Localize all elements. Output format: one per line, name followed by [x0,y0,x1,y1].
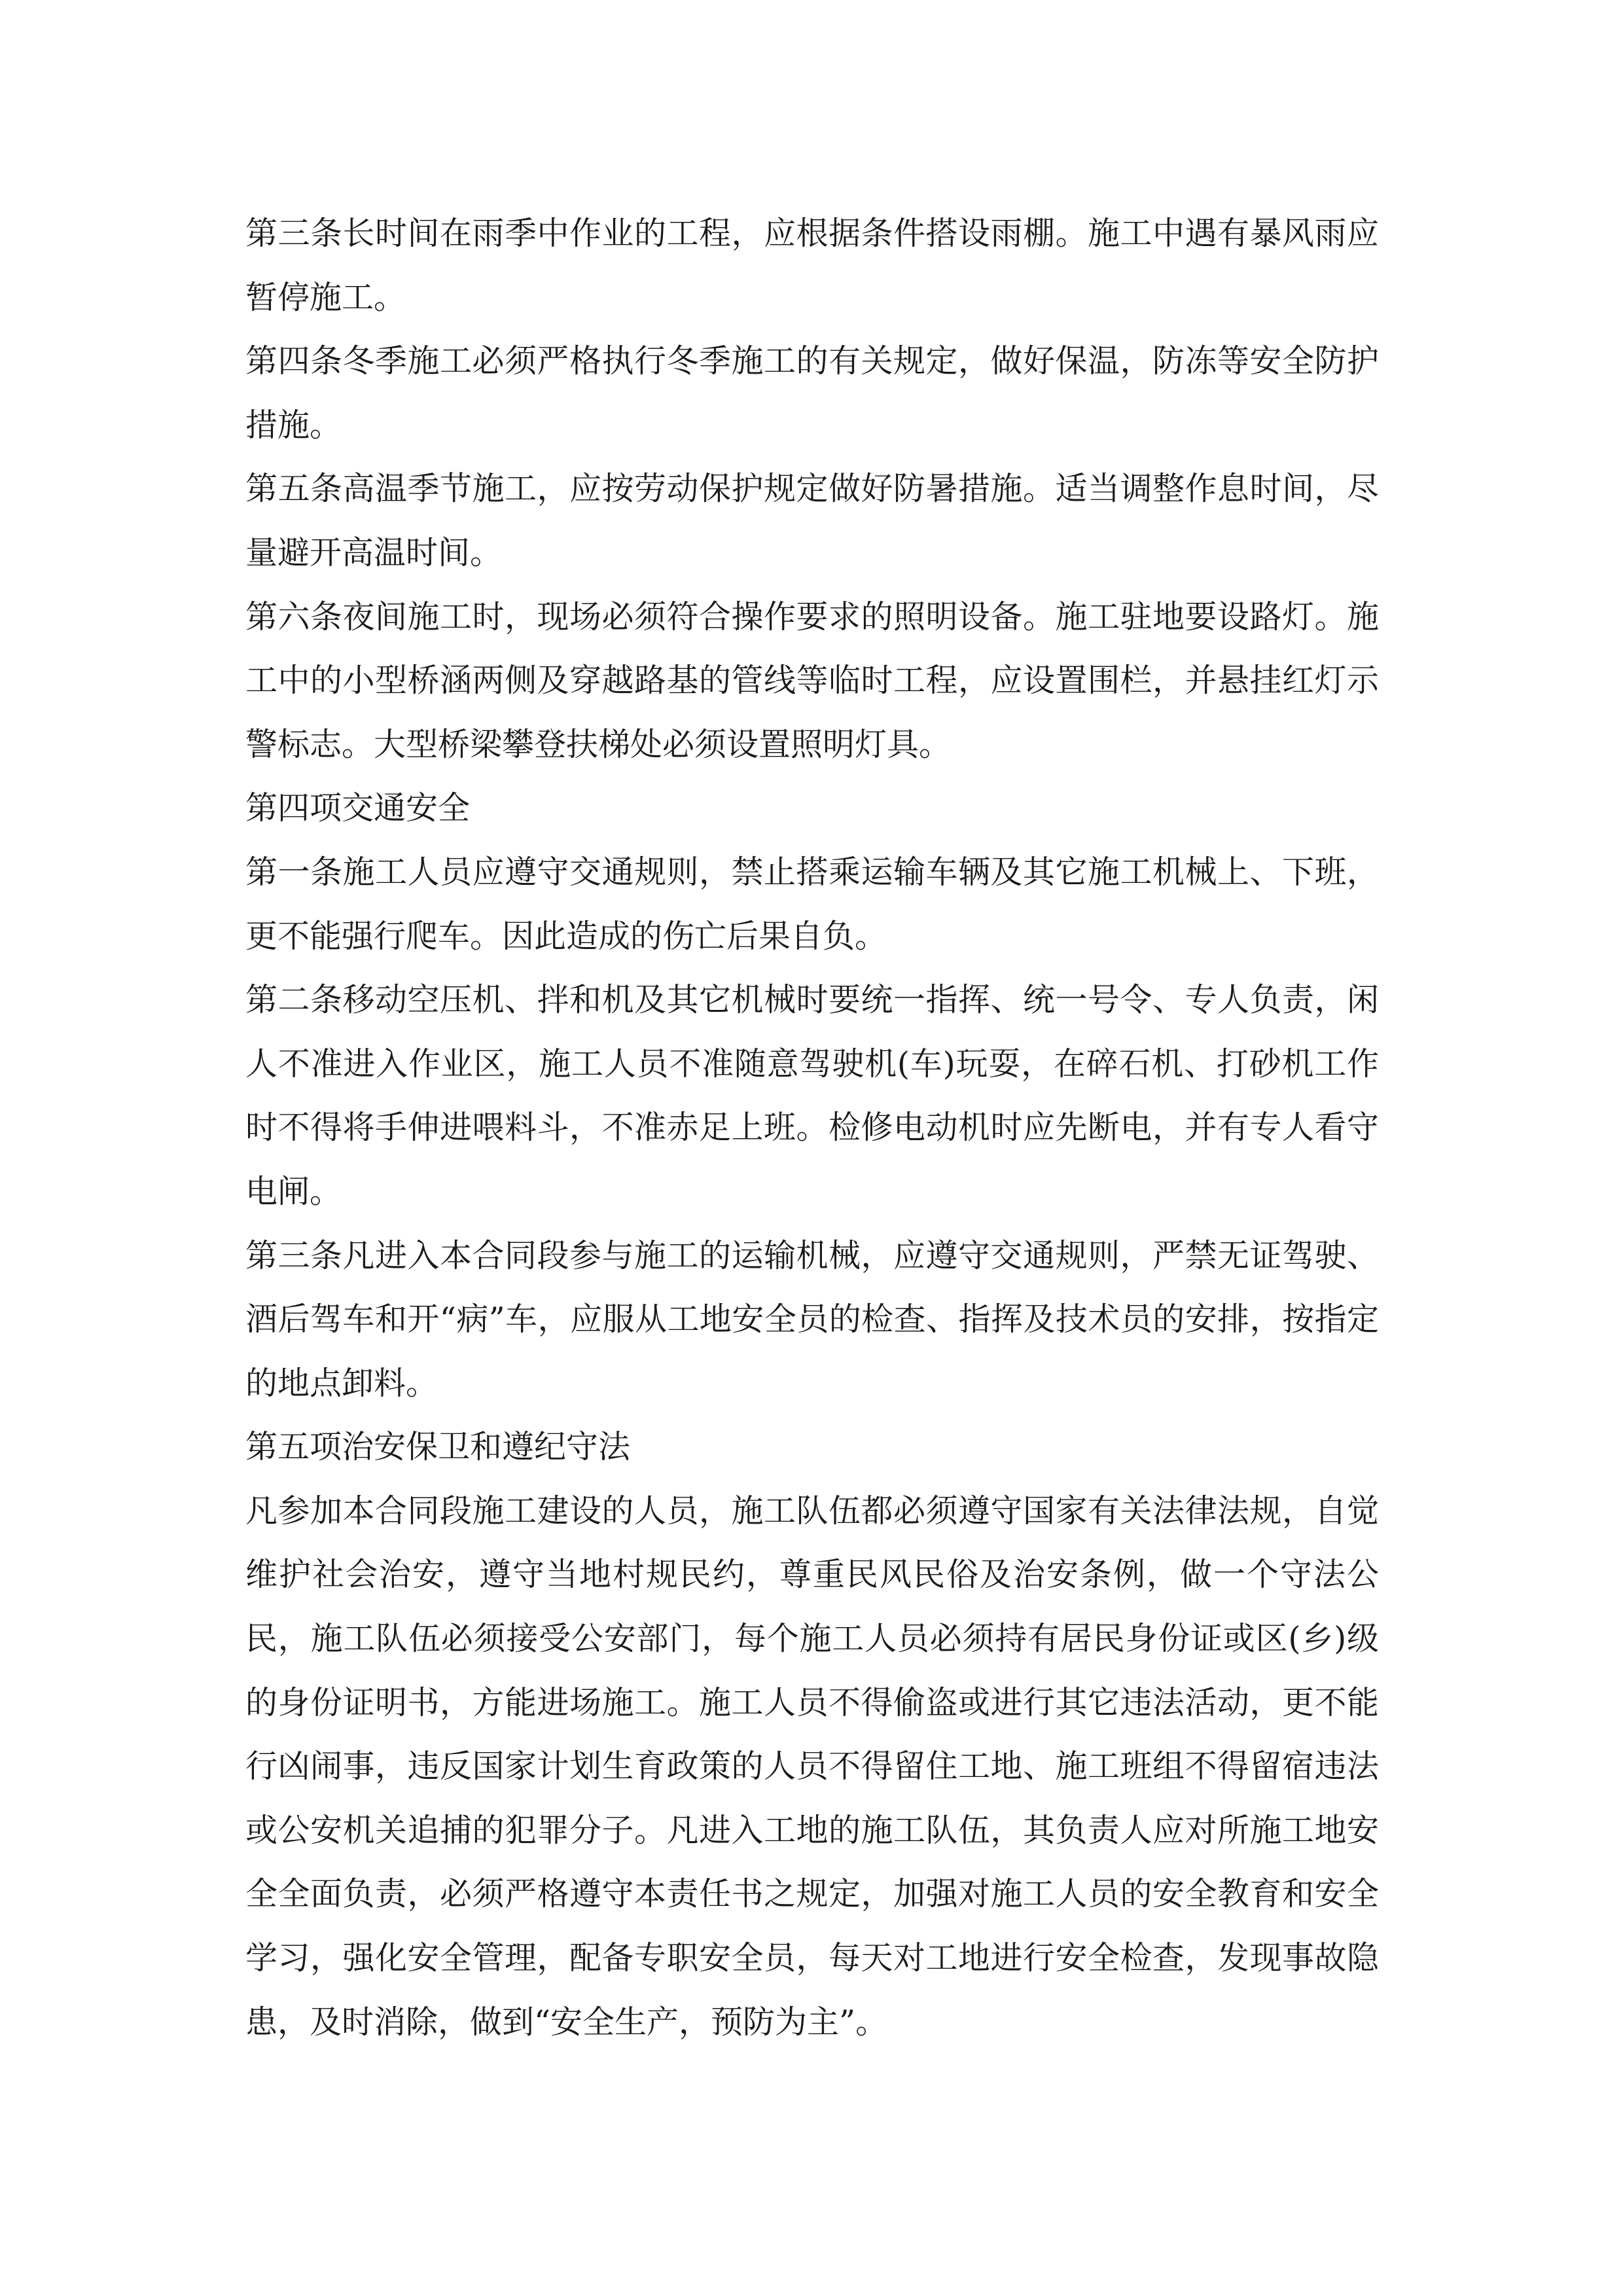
paragraph-article-6-night-work: 第六条夜间施工时，现场必须符合操作要求的照明设备。施工驻地要设路灯。施工中的小型桥涵两侧及穿越路基的管线等临时工程，应设置围栏，并悬挂红灯示警标志。大型桥梁攀登扶梯处必须设置照明灯具。 [245,598,1379,763]
paragraph-traffic-article-3: 第三条凡进入本合同段参与施工的运输机械，应遵守交通规则，严禁无证驾驶、酒后驾车和开“病”车，应服从工地安全员的检查、指挥及技术员的安排，按指定的地点卸料。 [245,1236,1379,1402]
paragraph-article-5-high-temperature: 第五条高温季节施工，应按劳动保护规定做好防暑措施。适当调整作息时间，尽量避开高温时间。 [245,470,1379,571]
paragraph-public-security: 凡参加本合同段施工建设的人员，施工队伍都必须遵守国家有关法律法规，自觉维护社会治安，遵守当地村规民约，尊重民风民俗及治安条例，做一个守法公民，施工队伍必须接受公安部门，每个施工人员必须持有居民身份证或区(乡)级的身份证明书，方能进场施工。施工人员不得偷盗或进行其它违法活动，更不能行凶闹事，违反国家计划生育政策的人员不得留住工地、施工班组不得留宿违法或公安机关追捕的犯罪分子。凡进入工地的施工队伍，其负责人应对所施工地安全全面负责，必须严格遵守本责任书之规定，加强对施工人员的安全教育和安全学习，强化安全管理，配备专职安全员，每天对工地进行安全检查，发现事故隐患，及时消除，做到“安全生产，预防为主”。 [245,1492,1380,2041]
paragraph-article-4-winter: 第四条冬季施工必须严格执行冬季施工的有关规定，做好保温，防冻等安全防护措施。 [245,342,1379,444]
paragraph-traffic-article-1: 第一条施工人员应遵守交通规则，禁止搭乘运输车辆及其它施工机械上、下班，更不能强行爬车。因此造成的伤亡后果自负。 [245,853,1379,955]
section-heading-traffic-safety: 第四项交通安全 [245,789,471,827]
paragraph-article-3-rainy-season: 第三条长时间在雨季中作业的工程，应根据条件搭设雨棚。施工中遇有暴风雨应暂停施工。 [245,215,1379,316]
paragraph-traffic-article-2: 第二条移动空压机、拌和机及其它机械时要统一指挥、统一号令、专人负责，闲人不准进入作业区，施工人员不准随意驾驶机(车)玩耍，在碎石机、打砂机工作时不得将手伸进喂料斗，不准赤足上班。检修电动机时应先断电，并有专人看守电闸。 [245,981,1379,1210]
document-body [245,202,1379,2054]
section-heading-public-security: 第五项治安保卫和遵纪守法 [245,1428,631,1466]
